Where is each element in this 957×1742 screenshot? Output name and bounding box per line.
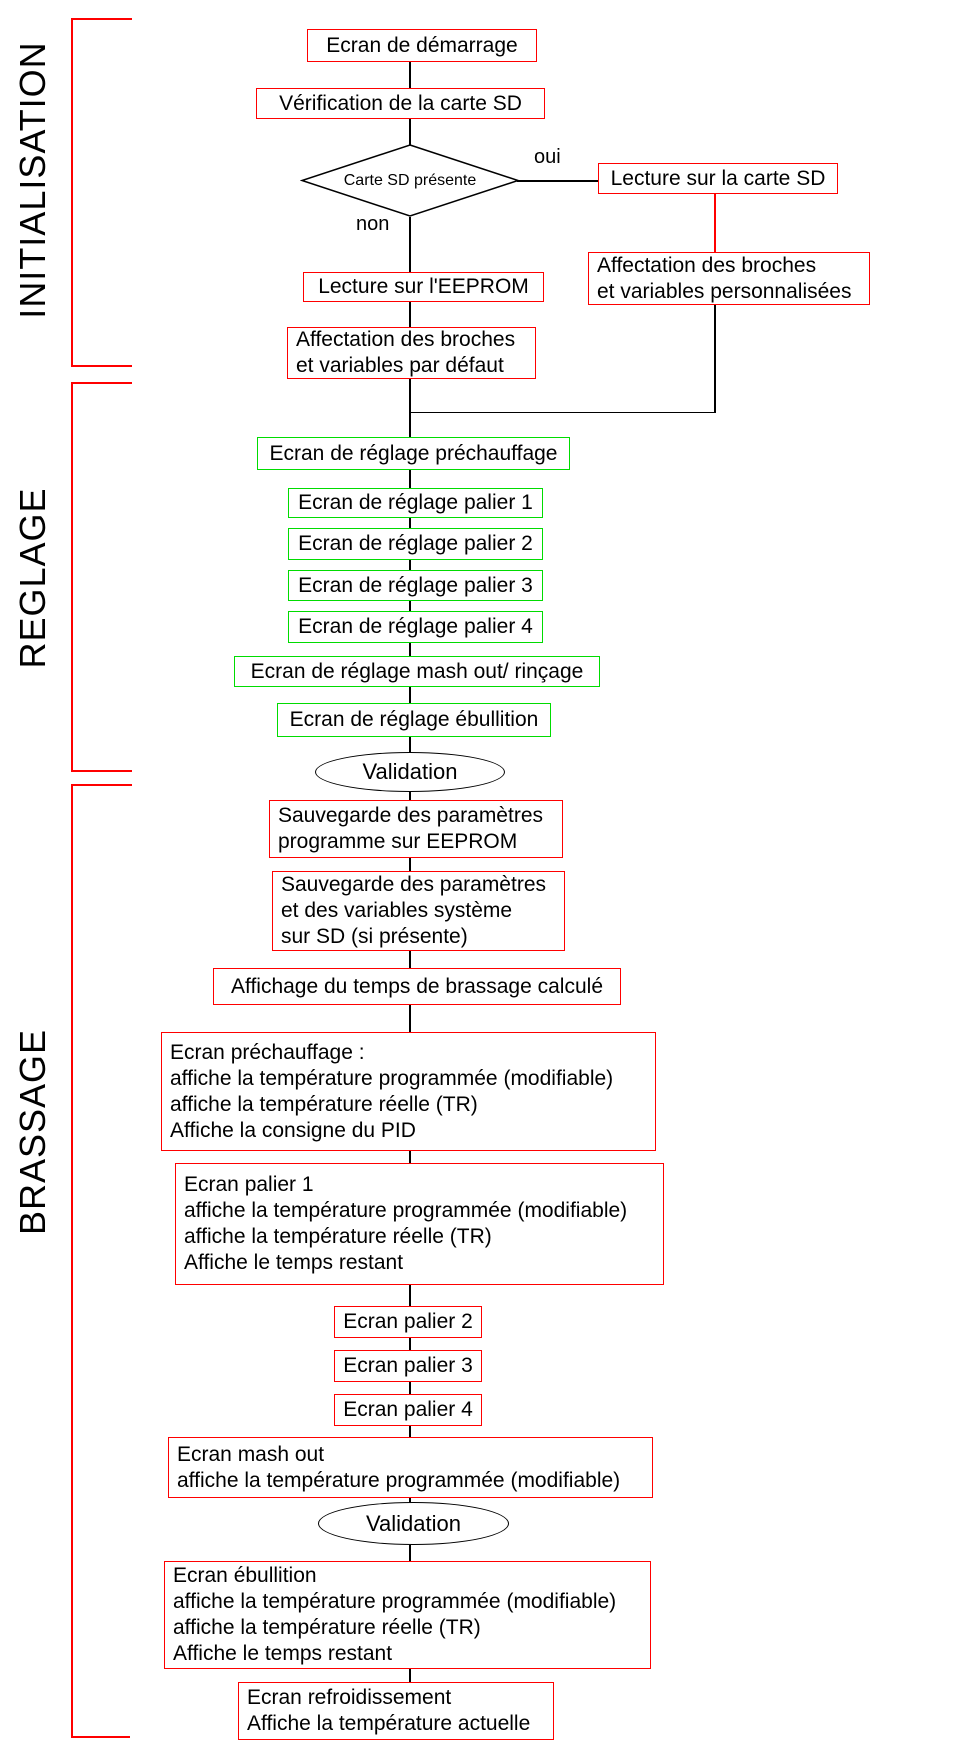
section-label-text: REGLAGE (12, 487, 53, 669)
edge-label-non: non (356, 213, 390, 235)
section-label-reglage (9, 378, 57, 778)
node-text-line: Affectation des broches (296, 328, 516, 351)
node-text: Affichage du temps de brassage calculé (230, 974, 603, 998)
connector-g6-g7 (409, 687, 411, 703)
node-text: Validation (366, 1510, 461, 1536)
connector-diamond-non-vertical (409, 217, 411, 272)
node-text-line: Affectation des broches (597, 253, 817, 277)
connector-palier2-palier3 (409, 1338, 411, 1350)
node-ecran-refroidissement (238, 1682, 554, 1740)
node-text: Ecran de démarrage (326, 33, 518, 57)
node-ecran-palier-1 (175, 1163, 664, 1285)
node-sauvegarde-sd (272, 871, 565, 951)
node-text: Validation (362, 759, 458, 784)
node-text-line: affiche la température réelle (TR) (173, 1616, 481, 1639)
connector-palier3-palier4 (409, 1382, 411, 1394)
node-ecran-palier-3 (334, 1350, 482, 1382)
connector-affectationdefaut-down (409, 377, 411, 437)
node-ecran-mash-out (168, 1437, 653, 1498)
connector-sauvegarde1-sauvegarde2 (409, 858, 411, 871)
node-text-line: affiche la température programmée (modifiable) (184, 1199, 628, 1222)
node-lecture-carte-sd (598, 163, 838, 194)
connector-palier1-palier2 (409, 1285, 411, 1306)
node-carte-sd-presente (300, 143, 520, 218)
node-text-line: Ecran ébullition (173, 1564, 317, 1587)
connector-affectationperso-down (714, 305, 716, 413)
node-text-line: affiche la température programmée (modifiable) (177, 1468, 621, 1492)
node-text-line: sur SD (si présente) (281, 925, 468, 948)
node-text: Lecture sur la carte SD (610, 166, 826, 190)
connector-lectureeeprom-affectationdefaut (409, 302, 411, 327)
bracket-initialisation-vertical (71, 18, 73, 367)
node-affectation-defaut (287, 327, 536, 379)
node-text-line: Affiche la température actuelle (247, 1712, 531, 1735)
connector-g1-g2 (409, 470, 411, 488)
connector-prechauffage-palier1 (409, 1151, 411, 1163)
node-text-line: Sauvegarde des paramètres (278, 804, 543, 827)
edge-label-oui: oui (534, 146, 561, 168)
node-text: Ecran palier 4 (343, 1398, 473, 1421)
node-text: Ecran de réglage ébullition (289, 708, 539, 731)
node-verification-carte-sd (256, 88, 545, 119)
connector-lecturesd-affectationperso (714, 194, 716, 252)
node-ecran-palier-4 (334, 1394, 482, 1426)
node-text-line: Sauvegarde des paramètres (281, 873, 546, 896)
bracket-reglage-vertical (71, 382, 73, 772)
node-text: Lecture sur l'EEPROM (318, 275, 529, 298)
node-text: Ecran de réglage palier 2 (298, 532, 533, 555)
node-reglage-mash-out (234, 656, 600, 687)
node-text: Vérification de la carte SD (279, 91, 522, 115)
node-text-line: affiche la température programmée (modifiable) (173, 1590, 617, 1613)
node-affichage-temps-brassage (213, 968, 621, 1005)
connector-demarrage-verification (409, 62, 411, 88)
bracket-initialisation-top (71, 18, 132, 20)
bracket-brassage-top (71, 784, 132, 786)
node-text: Ecran de réglage palier 3 (298, 573, 533, 597)
node-reglage-ebullition (277, 703, 551, 737)
connector-branch-merge-horizontal (409, 412, 715, 414)
bracket-reglage-top (71, 382, 132, 384)
node-reglage-palier-2 (288, 528, 543, 560)
node-text: Ecran de réglage palier 1 (298, 491, 533, 514)
connector-g7-validation1 (409, 737, 411, 752)
node-affectation-personnalisees (588, 252, 870, 305)
section-label-text: BRASSAGE (12, 1028, 53, 1236)
connector-g3-g4 (409, 560, 411, 570)
node-ecran-palier-2 (334, 1306, 482, 1338)
node-text-line: affiche la température réelle (TR) (170, 1092, 478, 1116)
connector-g5-g6 (409, 643, 411, 656)
connector-palier4-mashout (409, 1426, 411, 1437)
node-validation-1 (315, 752, 505, 792)
node-reglage-palier-4 (288, 611, 543, 643)
connector-sauvegarde2-affichage (409, 951, 411, 968)
node-text-line: affiche la température réelle (TR) (184, 1225, 492, 1248)
node-text: Ecran palier 3 (343, 1354, 473, 1377)
node-text: Ecran de réglage mash out/ rinçage (250, 659, 584, 683)
section-label-initialisation (9, 0, 57, 380)
node-text-line: et variables par défaut (296, 354, 504, 377)
node-lecture-eeprom (303, 272, 544, 302)
node-validation-2 (318, 1502, 509, 1545)
node-text-line: affiche la température programmée (modifiable) (170, 1066, 614, 1090)
node-sauvegarde-eeprom (269, 800, 563, 858)
node-reglage-prechauffage (257, 437, 570, 470)
connector-validation2-ebullition (409, 1545, 411, 1561)
connector-g4-g5 (409, 601, 411, 611)
node-text-line: Ecran refroidissement (247, 1686, 452, 1709)
node-text-line: Affiche le temps restant (173, 1642, 393, 1665)
connector-validation1-sauvegarde1 (409, 792, 411, 800)
node-text-line: et des variables système (281, 899, 513, 922)
node-reglage-palier-3 (288, 570, 543, 601)
connector-verification-diamond (409, 119, 411, 146)
bracket-brassage-bottom (71, 1736, 130, 1738)
node-text-line: Affiche la consigne du PID (170, 1118, 416, 1142)
node-text: Carte SD présente (343, 171, 477, 189)
node-text: Ecran palier 2 (343, 1310, 473, 1333)
node-ecran-ebullition (164, 1561, 651, 1669)
connector-diamond-oui-horizontal (517, 180, 598, 182)
node-text-line: et variables personnalisées (597, 279, 852, 303)
node-text: Ecran de réglage palier 4 (298, 615, 533, 638)
section-label-text: INITIALISATION (12, 41, 53, 319)
node-reglage-palier-1 (288, 488, 543, 518)
bracket-reglage-bottom (71, 770, 132, 772)
section-label-brassage (9, 932, 57, 1332)
bracket-brassage-vertical (71, 784, 73, 1738)
connector-ebullition-refroidissement (409, 1669, 411, 1682)
connector-affichage-prechauffage (409, 1005, 411, 1032)
node-ecran-demarrage (307, 29, 537, 62)
bracket-initialisation-bottom (71, 365, 132, 367)
node-text: Ecran de réglage préchauffage (269, 441, 558, 465)
connector-g2-g3 (409, 518, 411, 528)
node-text-line: Affiche le temps restant (184, 1251, 404, 1274)
node-ecran-prechauffage (161, 1032, 656, 1151)
node-text-line: Ecran mash out (177, 1442, 325, 1466)
node-text-line: programme sur EEPROM (278, 830, 518, 853)
node-text-line: Ecran préchauffage : (170, 1040, 365, 1064)
node-text-line: Ecran palier 1 (184, 1173, 314, 1196)
